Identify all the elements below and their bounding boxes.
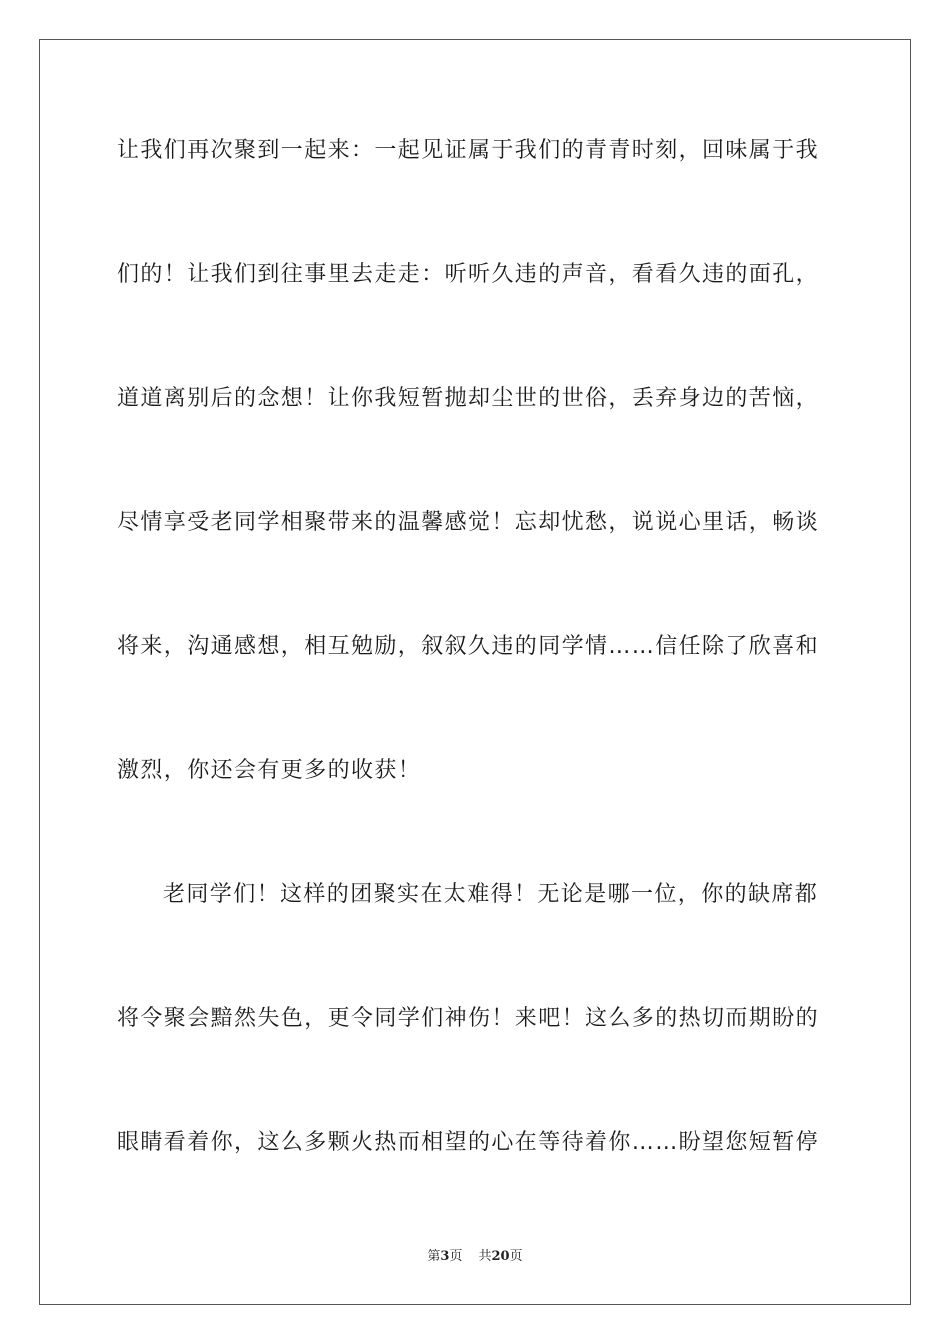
body-line-5: 将来，沟通感想，相互勉励，叙叙久违的同学情……信任除了欣喜和 (117, 634, 820, 659)
page-number: 3 (440, 1249, 450, 1264)
body-line-3: 道道离别后的念想！让你我短暂抛却尘世的世俗，丢弃身边的苦恼， (117, 386, 820, 411)
page-suffix: 页 (449, 1249, 463, 1264)
body-line-2: 们的！让我们到往事里去走走：听听久违的声音，看看久违的面孔， (117, 262, 820, 287)
body-line-4: 尽情享受老同学相聚带来的温馨感觉！忘却忧愁，说说心里话，畅谈 (117, 510, 820, 535)
body-line-7: 老同学们！这样的团聚实在太难得！无论是哪一位，你的缺席都 (163, 882, 819, 907)
body-line-1: 让我们再次聚到一起来：一起见证属于我们的青青时刻，回味属于我 (117, 138, 820, 163)
body-line-6: 激烈，你还会有更多的收获！ (117, 758, 422, 783)
total-suffix: 页 (509, 1249, 523, 1264)
total-pages: 20 (491, 1249, 510, 1264)
page-prefix: 第 (427, 1249, 441, 1264)
body-line-9: 眼睛看着你，这么多颗火热而相望的心在等待着你……盼望您短暂停 (117, 1130, 820, 1155)
body-line-8: 将令聚会黯然失色，更令同学们神伤！来吧！这么多的热切而期盼的 (117, 1006, 820, 1031)
total-prefix: 共 (478, 1249, 492, 1264)
page-frame (39, 39, 911, 1305)
page-footer (0, 1248, 950, 1266)
